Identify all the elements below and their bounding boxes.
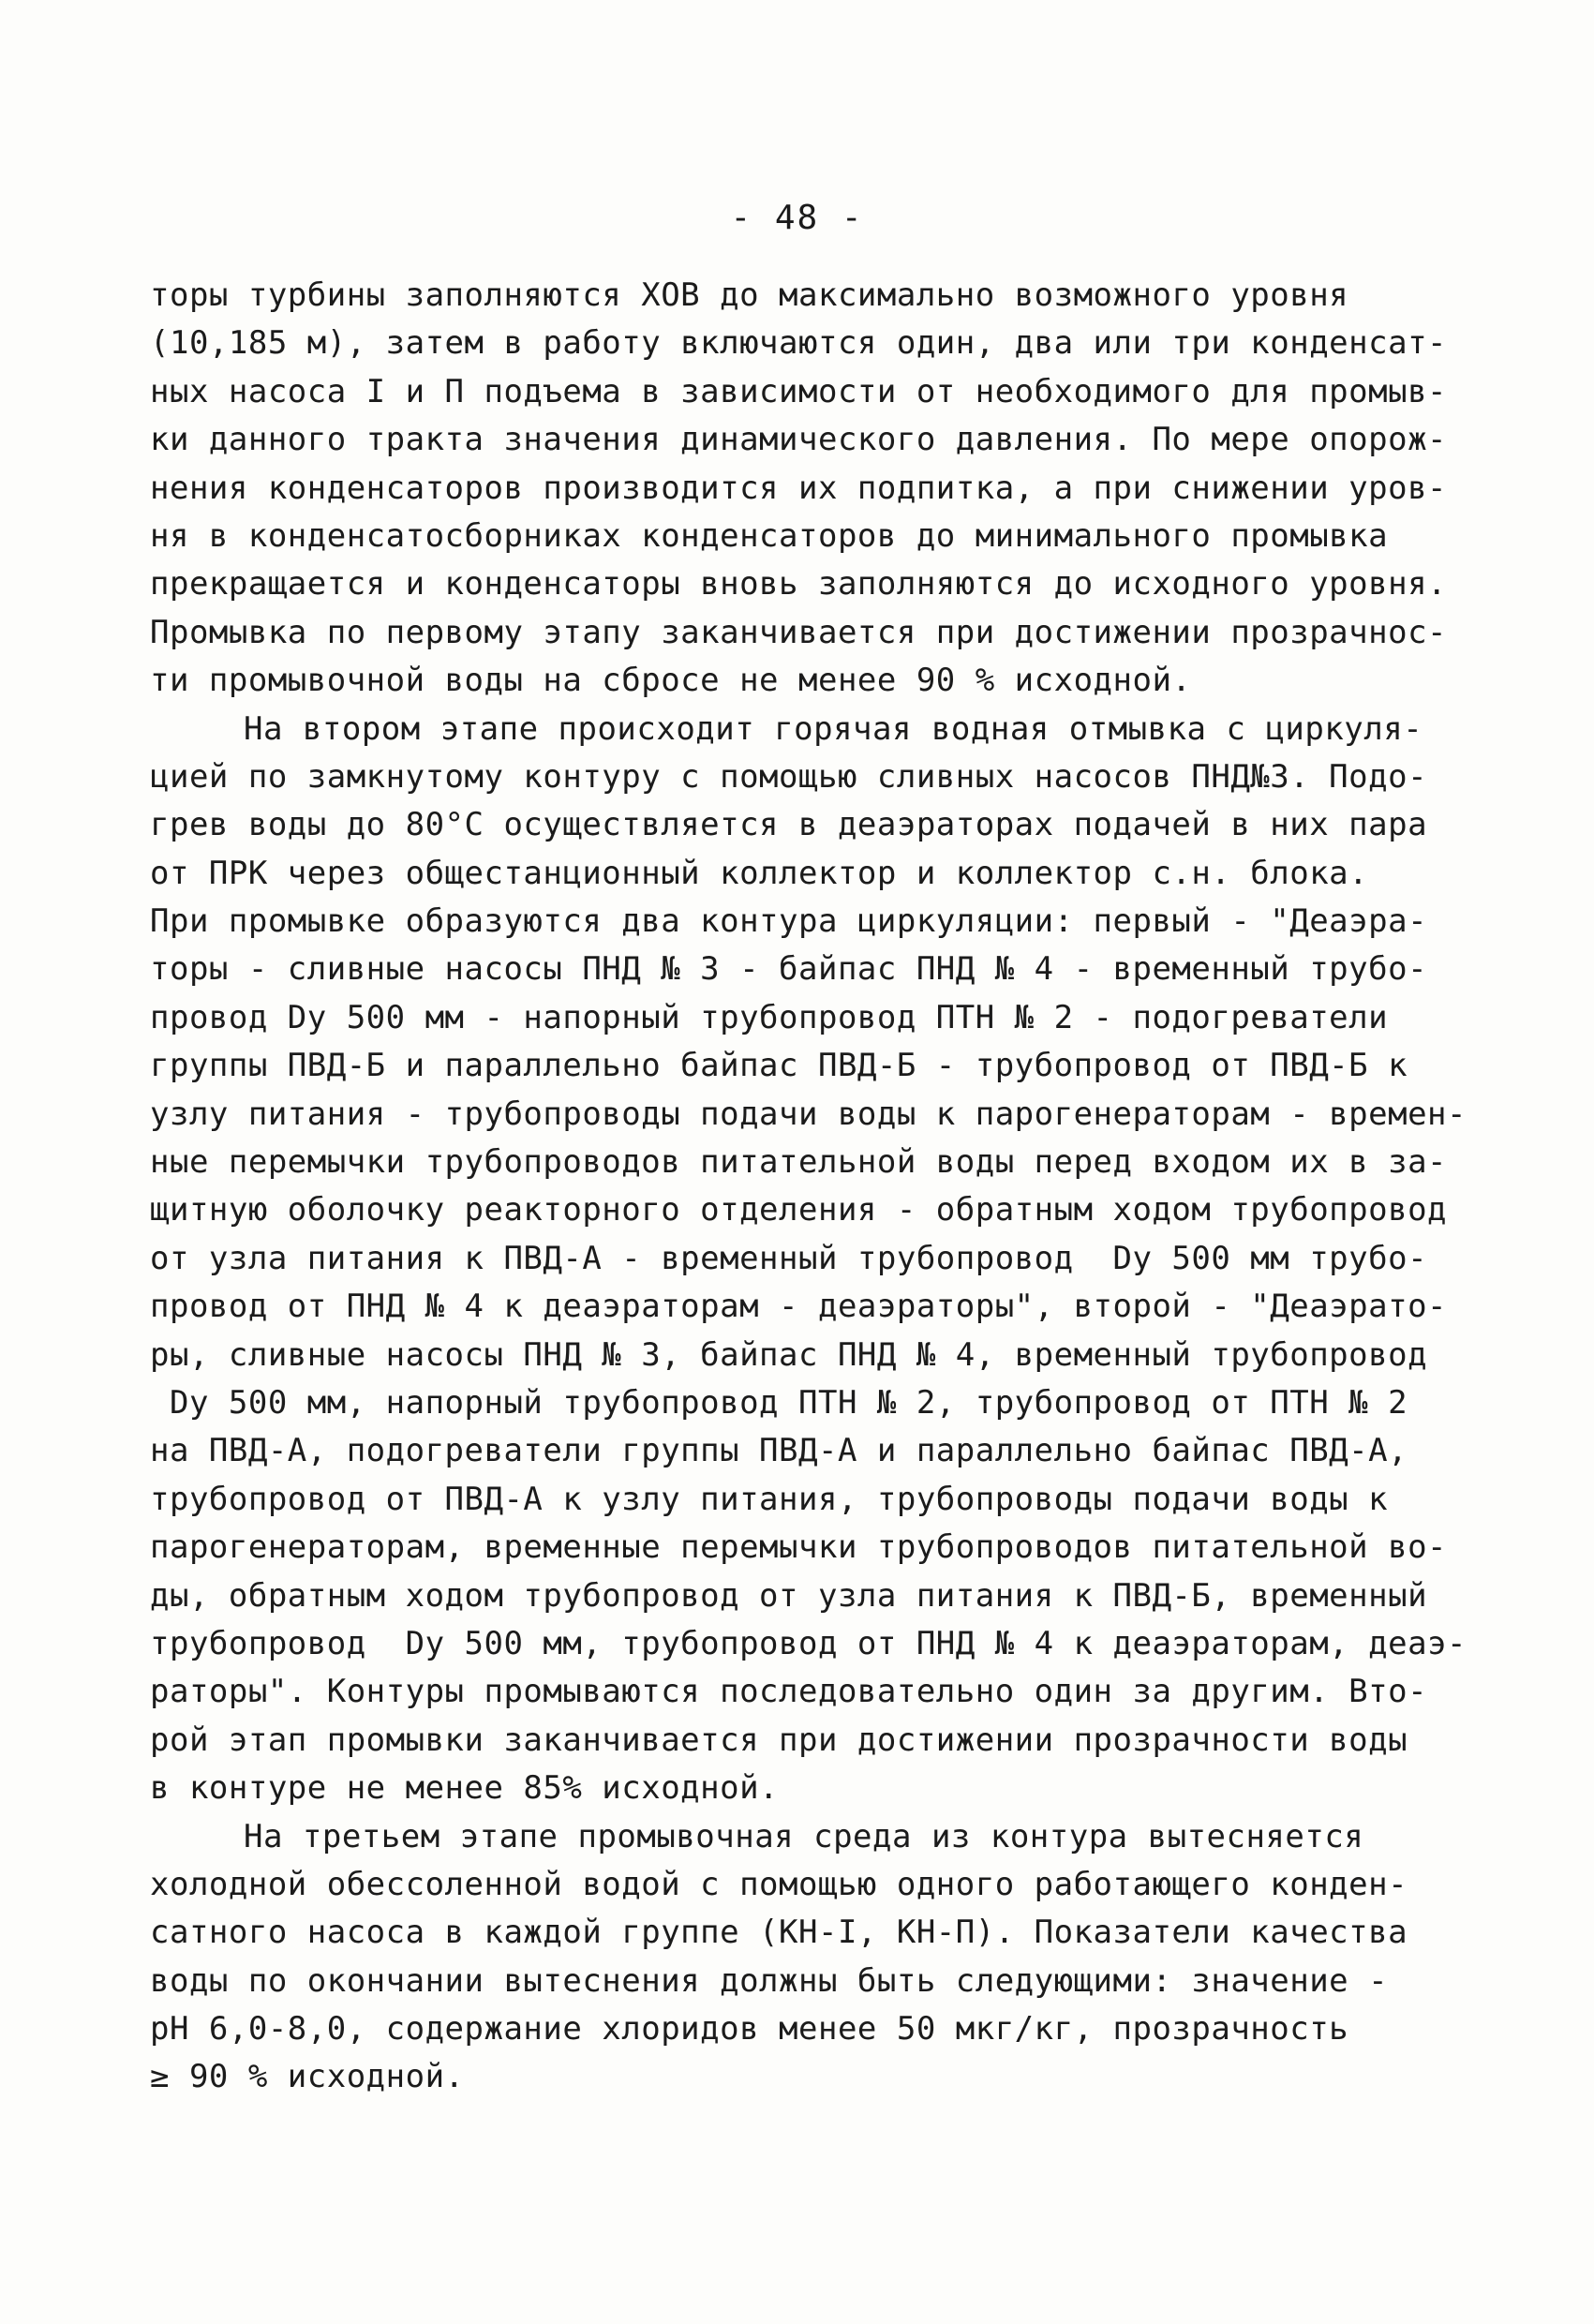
text-line: цией по замкнутому контуру с помощью сливных насосов ПНД№3. Подо- (150, 757, 1428, 796)
text-line: рН 6,0-8,0, содержание хлоридов менее 50 мкг/кг, прозрачность (150, 2010, 1349, 2048)
text-line: провод от ПНД № 4 к деаэраторам - деаэраторы", второй - "Деаэрато- (150, 1288, 1448, 1326)
text-line: воды по окончании вытеснения должны быть следующими: значение - (150, 1961, 1389, 2000)
text-line: в контуре не менее 85% исходной. (150, 1769, 780, 1808)
text-line: (10,185 м), затем в работу включаются один, два или три конденсат- (150, 324, 1448, 363)
text-line: ные перемычки трубопроводов питательной воды перед входом их в за- (150, 1143, 1448, 1182)
text-line: рой этап промывки заканчивается при достижении прозрачности воды (150, 1721, 1408, 1759)
text-line: трубопровод Dy 500 мм, трубопровод от ПНД № 4 к деаэраторам, деаэ- (150, 1624, 1467, 1662)
text-line: сатного насоса в каждой группе (КН-I, КН-П). Показатели качества (150, 1914, 1408, 1952)
text-line: Dy 500 мм, напорный трубопровод ПТН № 2, трубопровод от ПТН № 2 (150, 1383, 1408, 1422)
text-line: ды, обратным ходом трубопровод от узла питания к ПВД-Б, временный (150, 1576, 1428, 1615)
text-line: ти промывочной воды на сбросе не менее 90 % исходной. (150, 662, 1192, 700)
text-line: Промывка по первому этапу заканчивается при достижении прозрачнос- (150, 613, 1448, 651)
text-line: раторы". Контуры промываются последовательно один за другим. Вто- (150, 1673, 1428, 1711)
text-line: трубопровод от ПВД-А к узлу питания, трубопроводы подачи воды к (150, 1480, 1389, 1518)
text-line: нения конденсаторов производится их подпитка, а при снижении уров- (150, 469, 1448, 507)
text-line: узлу питания - трубопроводы подачи воды к парогенераторам - времен- (150, 1095, 1467, 1133)
text-line: прекращается и конденсаторы вновь заполняются до исходного уровня. (150, 565, 1448, 603)
paragraph-start-line: На третьем этапе промывочная среда из контура вытесняется (244, 1817, 1364, 1855)
text-line: от узла питания к ПВД-А - временный трубопровод Dy 500 мм трубо- (150, 1239, 1428, 1277)
text-line: При промывке образуются два контура циркуляции: первый - "Деаэра- (150, 902, 1428, 941)
paragraph-start-line: На втором этапе происходит горячая водная отмывка с циркуля- (244, 709, 1423, 748)
text-line: ры, сливные насосы ПНД № 3, байпас ПНД № 4, временный трубопровод (150, 1335, 1428, 1374)
text-line: торы турбины заполняются ХОВ до максимально возможного уровня (150, 276, 1349, 314)
text-line: ня в конденсатосборниках конденсаторов до минимального промывка (150, 516, 1389, 555)
text-line: группы ПВД-Б и параллельно байпас ПВД-Б - трубопровод от ПВД-Б к (150, 1047, 1408, 1085)
text-line: от ПРК через общестанционный коллектор и коллектор с.н. блока. (150, 854, 1369, 892)
text-line: щитную оболочку реакторного отделения - обратным ходом трубопровод (150, 1191, 1448, 1229)
text-line: грев воды до 80°С осуществляется в деаэраторах подачей в них пара (150, 806, 1428, 844)
text-line: ных насоса I и П подъема в зависимости от необходимого для промыв- (150, 372, 1448, 410)
text-line: ки данного тракта значения динамического давления. По мере опорож- (150, 421, 1448, 459)
page-number: - 48 - (730, 199, 864, 237)
body-text (150, 272, 1467, 2102)
text-line: на ПВД-А, подогреватели группы ПВД-А и параллельно байпас ПВД-А, (150, 1432, 1408, 1470)
text-line: парогенераторам, временные перемычки трубопроводов питательной во- (150, 1528, 1448, 1567)
text-line: провод Dy 500 мм - напорный трубопровод ПТН № 2 - подогреватели (150, 998, 1389, 1036)
text-line: ≥ 90 % исходной. (150, 2058, 465, 2096)
text-line: холодной обессоленной водой с помощью одного работающего конден- (150, 1865, 1408, 1903)
text-line: торы - сливные насосы ПНД № 3 - байпас ПНД № 4 - временный трубо- (150, 950, 1428, 989)
